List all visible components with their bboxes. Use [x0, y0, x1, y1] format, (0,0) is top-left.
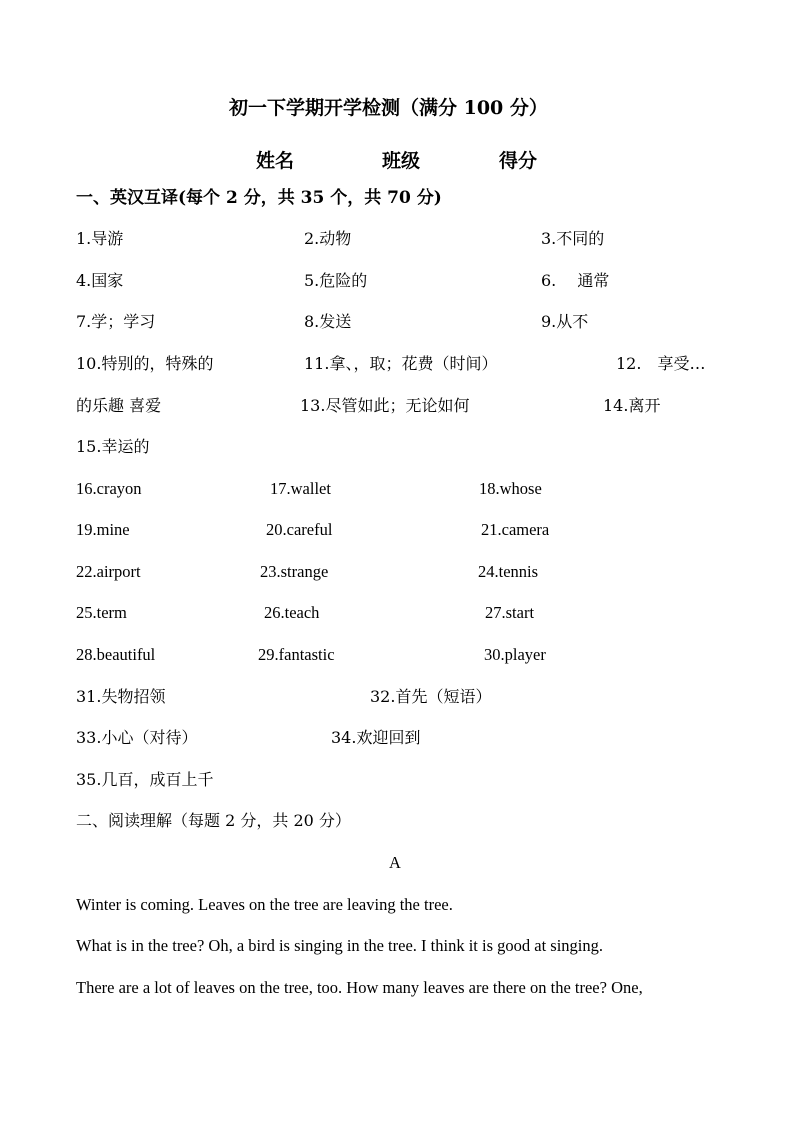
item-33: 33.小心（对待）: [76, 728, 198, 747]
item-28: 28.beautiful: [76, 645, 156, 664]
section2-heading: 二、阅读理解（每题 2 分，共 20 分）: [76, 811, 351, 830]
item-9: 9.从不: [541, 312, 589, 331]
item-14: 14.离开: [603, 396, 661, 415]
section1-heading: 一、英汉互译(每个 2 分，共 35 个，共 70 分): [76, 188, 442, 208]
item-20: 20.careful: [266, 520, 333, 539]
item-7: 7.学；学习: [76, 312, 156, 331]
passage-line-1: Winter is coming. Leaves on the tree are leaving the tree.: [76, 895, 453, 914]
item-27: 27.start: [485, 603, 535, 622]
item-12-continued: 的乐趣 喜爱: [76, 396, 162, 415]
item-22: 22.airport: [76, 562, 141, 581]
item-11: 11.拿、，取；花费（时间）: [304, 354, 498, 373]
passage-label: A: [389, 853, 401, 872]
item-10: 10.特别的，特殊的: [76, 354, 214, 373]
item-15: 15.幸运的: [76, 437, 150, 456]
item-24: 24.tennis: [478, 562, 539, 581]
item-19: 19.mine: [76, 520, 130, 539]
item-17: 17.wallet: [270, 479, 331, 498]
item-2: 2.动物: [304, 229, 352, 248]
passage-line-3: There are a lot of leaves on the tree, too. How many leaves are there on the tree? One,: [76, 978, 643, 997]
item-32: 32.首先（短语）: [370, 687, 492, 706]
item-35: 35.几百，成百上千: [76, 770, 214, 789]
item-30: 30.player: [484, 645, 546, 664]
item-8: 8.发送: [304, 312, 352, 331]
item-12: 12. 享受…: [616, 354, 706, 373]
score-label: 得分: [499, 150, 538, 172]
passage-line-2: What is in the tree? Oh, a bird is singing in the tree. I think it is good at singing.: [76, 936, 603, 955]
item-13: 13.尽管如此；无论如何: [300, 396, 470, 415]
item-25: 25.term: [76, 603, 127, 622]
class-label: 班级: [382, 150, 421, 172]
item-23: 23.strange: [260, 562, 329, 581]
item-5: 5.危险的: [304, 271, 368, 290]
item-3: 3.不同的: [541, 229, 605, 248]
item-6: 6. 通常: [541, 271, 610, 290]
item-4: 4.国家: [76, 271, 124, 290]
item-18: 18.whose: [479, 479, 542, 498]
item-1: 1.导游: [76, 229, 124, 248]
item-29: 29.fantastic: [258, 645, 335, 664]
item-34: 34.欢迎回到: [331, 728, 421, 747]
item-26: 26.teach: [264, 603, 320, 622]
name-label: 姓名: [256, 150, 295, 172]
item-16: 16.crayon: [76, 479, 142, 498]
item-31: 31.失物招领: [76, 687, 166, 706]
item-21: 21.camera: [481, 520, 550, 539]
exam-title: 初一下学期开学检测（满分 100 分）: [229, 97, 548, 119]
